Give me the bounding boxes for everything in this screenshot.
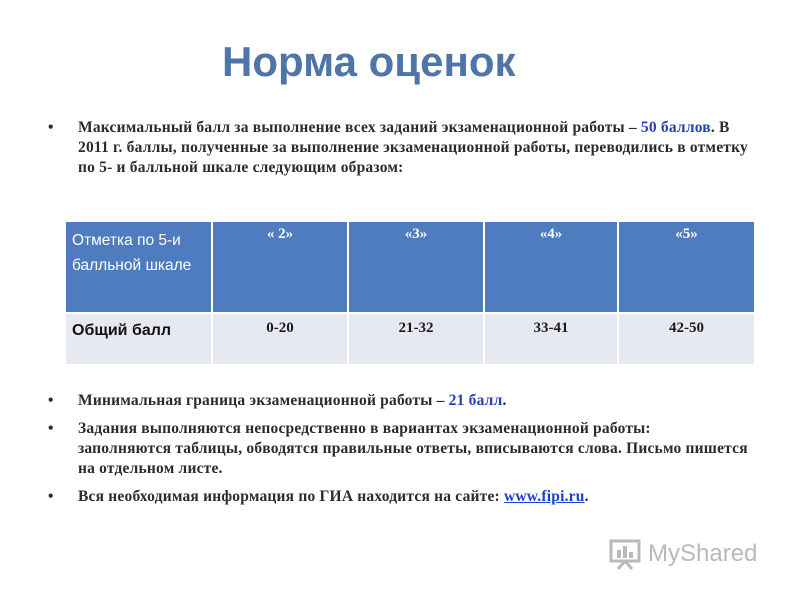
row-label-cell: Общий балл <box>66 313 212 364</box>
min-score-highlight: 21 балл <box>448 392 503 409</box>
min-text-after: . <box>502 392 507 409</box>
bottom-bullet-list <box>48 391 748 515</box>
tasks-text: Задания выполняются непосредственно в вариантах экзаменационной работы: заполняются таблицы, обводятся правильные ответы, вписываются слова. Письмо пишется на отдельном листе. <box>78 420 748 477</box>
info-text-after: . <box>584 488 589 505</box>
table-score-row <box>66 313 754 364</box>
grade-cell-2: « 2» <box>212 222 348 313</box>
presentation-board-icon <box>608 537 642 571</box>
bullet-dot: • <box>48 488 54 505</box>
fipi-link[interactable]: www.fipi.ru <box>503 488 585 505</box>
score-cell-3: 21-32 <box>348 313 484 364</box>
intro-text-before: Максимальный балл за выполнение всех заданий экзаменационной работы – <box>78 119 641 136</box>
page-title: Норма оценок <box>222 38 516 85</box>
intro-bullet-list <box>48 118 748 178</box>
header-label-cell: Отметка по 5-и балльной шкале <box>66 222 212 313</box>
tasks-bullet <box>48 419 748 479</box>
watermark <box>608 537 757 571</box>
intro-text-after: . В 2011 г. баллы, полученные за выполнение экзаменационной работы, переводились в отметку по 5- и балльной шкале следующим образом: <box>78 119 748 176</box>
grade-cell-4: «4» <box>484 222 618 313</box>
min-text-before: Минимальная граница экзаменационной работы – <box>78 392 449 409</box>
intro-bullet <box>48 118 748 178</box>
score-cell-5: 42-50 <box>618 313 754 364</box>
info-bullet <box>48 487 748 507</box>
grade-cell-3: «3» <box>348 222 484 313</box>
bullet-dot: • <box>48 392 54 409</box>
table-header-row <box>66 222 754 313</box>
grade-cell-5: «5» <box>618 222 754 313</box>
max-score-highlight: 50 баллов <box>640 119 711 136</box>
watermark-text: MyShared <box>648 540 758 567</box>
score-cell-2: 0-20 <box>212 313 348 364</box>
score-cell-4: 33-41 <box>484 313 618 364</box>
grade-conversion-table <box>66 222 754 364</box>
min-threshold-bullet <box>48 391 748 411</box>
info-text-before: Вся необходимая информация по ГИА находится на сайте: <box>78 488 504 505</box>
bullet-dot: • <box>48 420 54 437</box>
bullet-dot: • <box>48 119 54 136</box>
